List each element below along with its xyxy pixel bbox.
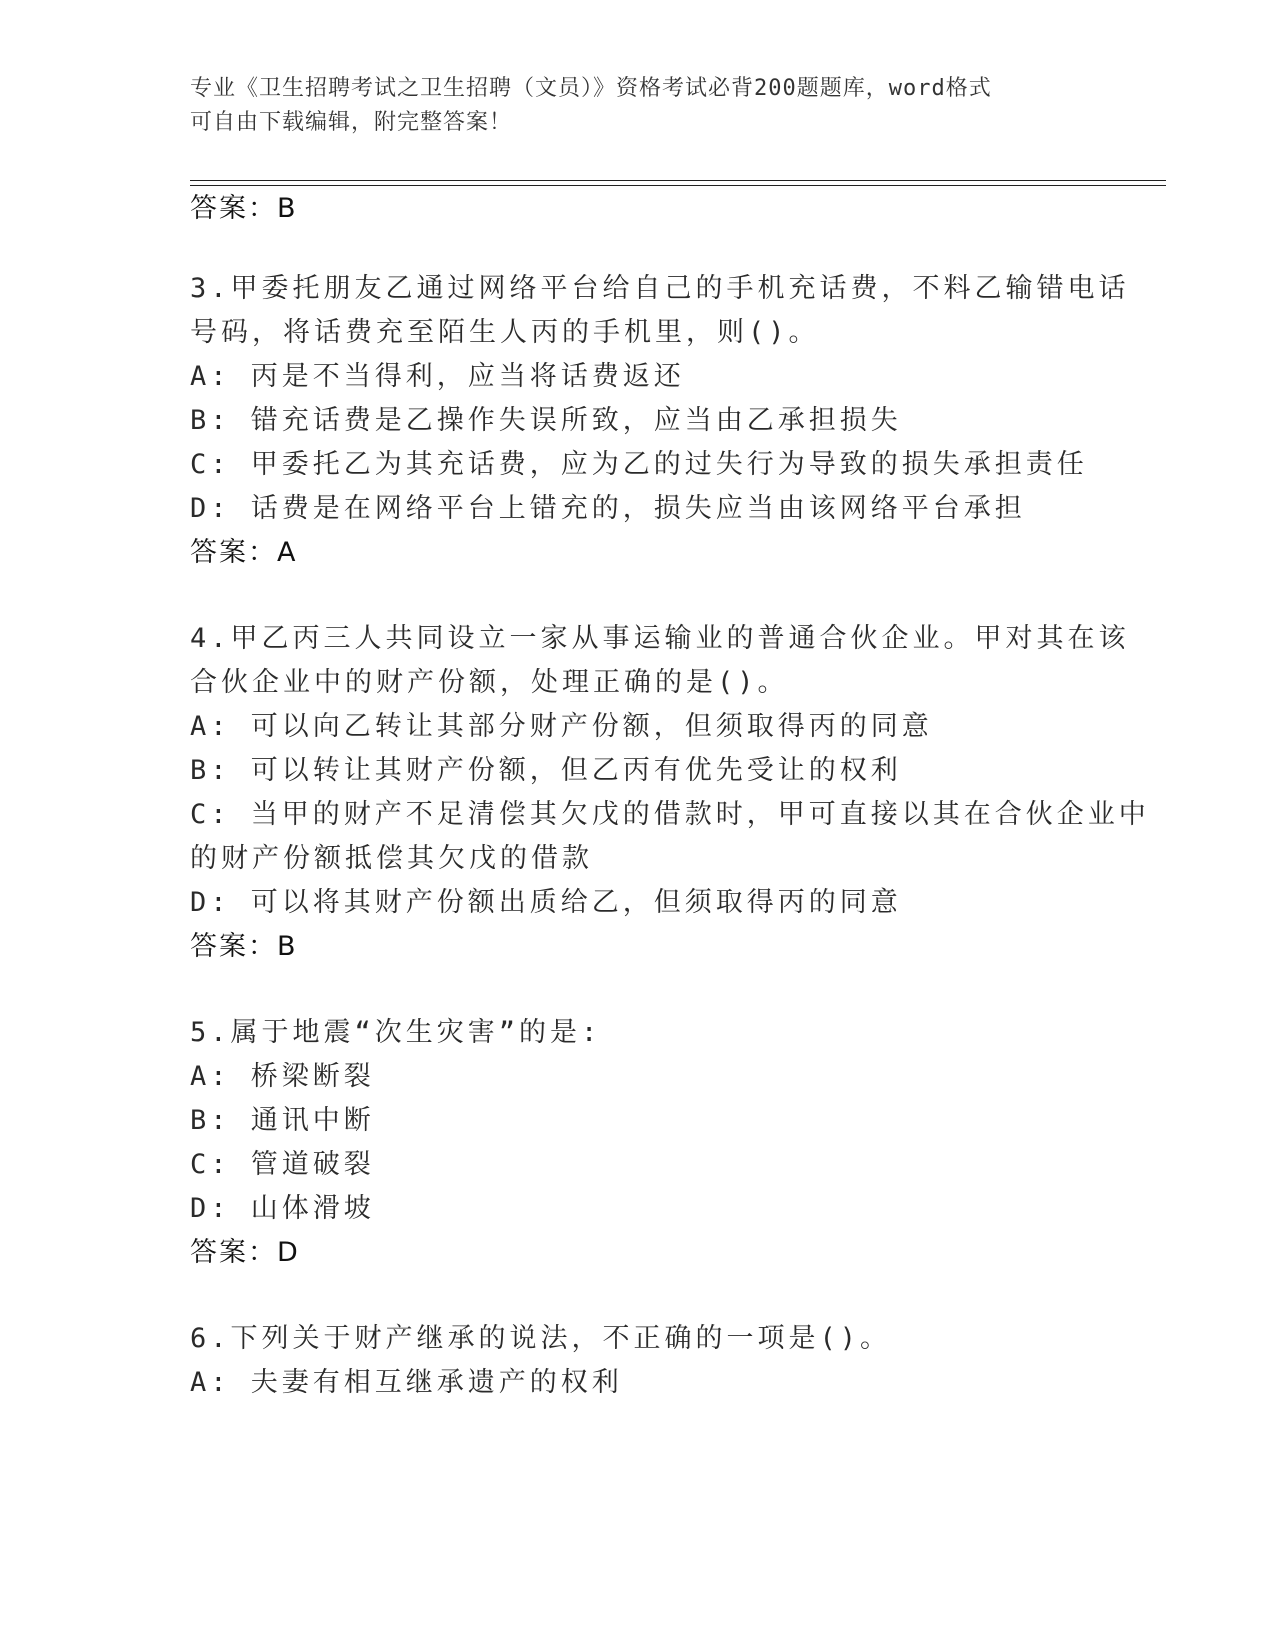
q5-option-b: B: 通讯中断 bbox=[190, 1105, 375, 1136]
answer-q3: 答案：A bbox=[190, 537, 298, 568]
header-line-2: 可自由下载编辑，附完整答案！ bbox=[190, 110, 513, 135]
q3-stem-line-1: 3.甲委托朋友乙通过网络平台给自己的手机充话费，不料乙输错电话 bbox=[190, 273, 1130, 304]
q4-stem-line-1: 4.甲乙丙三人共同设立一家从事运输业的普通合伙企业。甲对其在该 bbox=[190, 623, 1130, 654]
q6-option-a: A: 夫妻有相互继承遗产的权利 bbox=[190, 1367, 623, 1398]
q4-option-b: B: 可以转让其财产份额，但乙丙有优先受让的权利 bbox=[190, 755, 902, 786]
header-rule-top bbox=[190, 180, 1166, 181]
header-rule-bottom bbox=[190, 185, 1166, 186]
answer-q2: 答案：B bbox=[190, 193, 298, 224]
q3-stem-line-2: 号码，将话费充至陌生人丙的手机里，则()。 bbox=[190, 317, 820, 348]
q3-option-c: C: 甲委托乙为其充话费，应为乙的过失行为导致的损失承担责任 bbox=[190, 449, 1088, 480]
q4-option-a: A: 可以向乙转让其部分财产份额，但须取得丙的同意 bbox=[190, 711, 933, 742]
q3-option-d: D: 话费是在网络平台上错充的，损失应当由该网络平台承担 bbox=[190, 493, 1026, 524]
q5-stem: 5.属于地震“次生灾害”的是: bbox=[190, 1017, 602, 1048]
answer-q4: 答案：B bbox=[190, 931, 298, 962]
q4-option-c-line-1: C: 当甲的财产不足清偿其欠戊的借款时，甲可直接以其在合伙企业中 bbox=[190, 799, 1150, 830]
q6-stem: 6.下列关于财产继承的说法，不正确的一项是()。 bbox=[190, 1323, 892, 1354]
answer-q5: 答案：D bbox=[190, 1237, 300, 1268]
q4-option-c-line-2: 的财产份额抵偿其欠戊的借款 bbox=[190, 843, 593, 874]
q5-option-c: C: 管道破裂 bbox=[190, 1149, 375, 1180]
q5-option-a: A: 桥梁断裂 bbox=[190, 1061, 375, 1092]
document-header bbox=[190, 72, 1080, 140]
q5-option-d: D: 山体滑坡 bbox=[190, 1193, 375, 1224]
header-line-1: 专业《卫生招聘考试之卫生招聘（文员）》资格考试必背200题题库，word格式 bbox=[190, 76, 992, 101]
q3-option-b: B: 错充话费是乙操作失误所致，应当由乙承担损失 bbox=[190, 405, 902, 436]
q4-option-d: D: 可以将其财产份额出质给乙，但须取得丙的同意 bbox=[190, 887, 902, 918]
q3-option-a: A: 丙是不当得利，应当将话费返还 bbox=[190, 361, 685, 392]
q4-stem-line-2: 合伙企业中的财产份额，处理正确的是()。 bbox=[190, 667, 789, 698]
